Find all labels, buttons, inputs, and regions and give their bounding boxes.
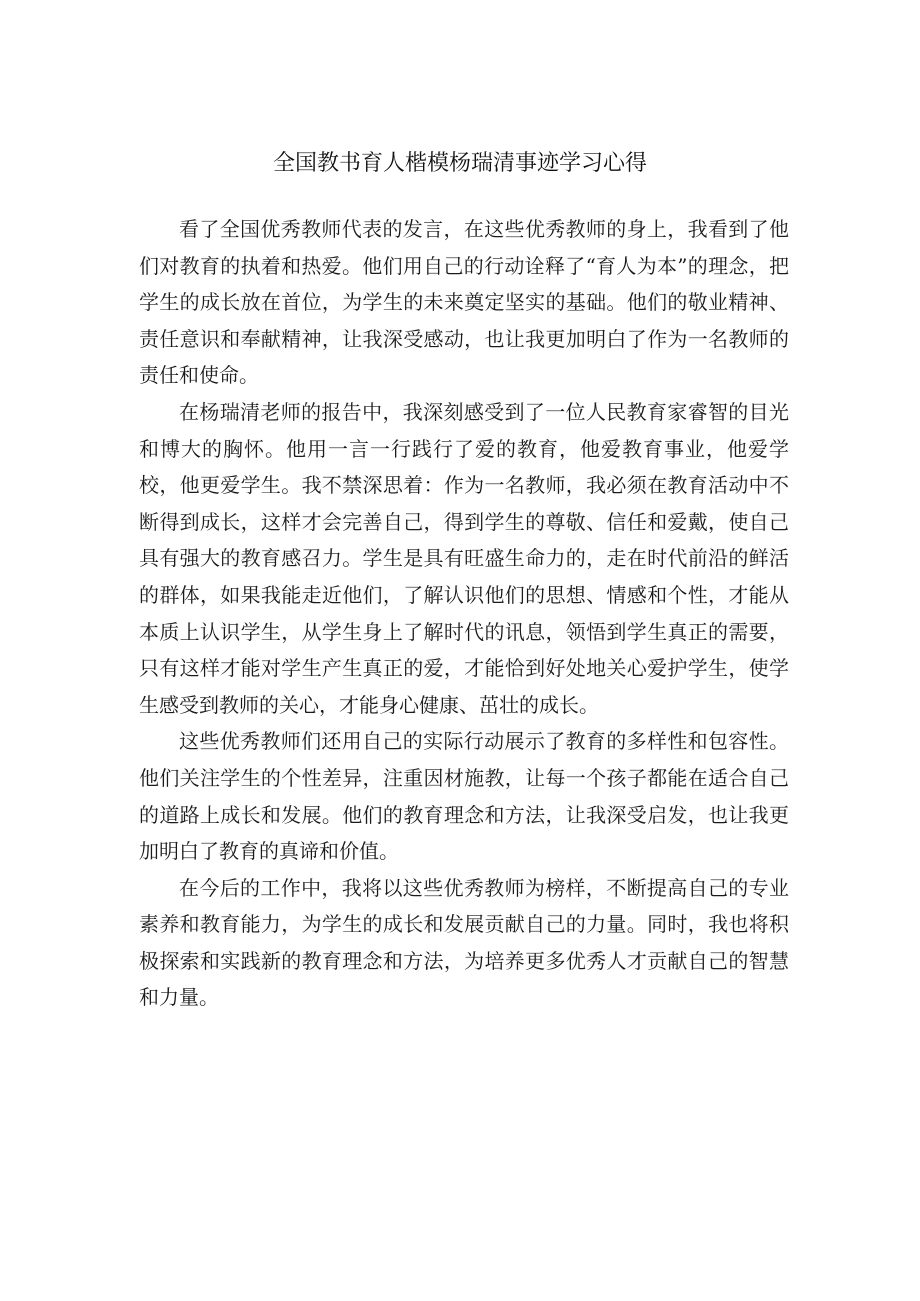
paragraph: 看了全国优秀教师代表的发言，在这些优秀教师的身上，我看到了他们对教育的执着和热爱。他们用自己的行动诠释了“育人为本”的理念，把学生的成长放在首位，为学生的未来奠定坚实的基础。他们的敬业精神、责任意识和奉献精神，让我深受感动，也让我更加明白了作为一名教师的责任和使命。 [139,217,789,388]
document-title: 全国教书育人楷模杨瑞清事迹学习心得 [272,151,647,176]
paragraph: 这些优秀教师们还用自己的实际行动展示了教育的多样性和包容性。他们关注学生的个性差异，注重因材施教，让每一个孩子都能在适合自己的道路上成长和发展。他们的教育理念和方法，让我深受启发，也让我更加明白了教育的真谛和价值。 [139,729,789,864]
document-body [139,211,789,1016]
paragraph: 在今后的工作中，我将以这些优秀教师为榜样，不断提高自己的专业素养和教育能力，为学生的成长和发展贡献自己的力量。同时，我也将积极探索和实践新的教育理念和方法，为培养更多优秀人才贡献自己的智慧和力量。 [139,875,789,1010]
paragraph: 在杨瑞清老师的报告中，我深刻感受到了一位人民教育家睿智的目光和博大的胸怀。他用一言一行践行了爱的教育，他爱教育事业，他爱学校，他更爱学生。我不禁深思着：作为一名教师，我必须在教育活动中不断得到成长，这样才会完善自己，得到学生的尊敬、信任和爱戴，使自己具有强大的教育感召力。学生是具有旺盛生命力的，走在时代前沿的鲜活的群体，如果我能走近他们，了解认识他们的思想、情感和个性，才能从本质上认识学生，从学生身上了解时代的讯息，领悟到学生真正的需要，只有这样才能对学生产生真正的爱，才能恰到好处地关心爱护学生，使学生感受到教师的关心，才能身心健康、茁壮的成长。 [139,399,789,717]
